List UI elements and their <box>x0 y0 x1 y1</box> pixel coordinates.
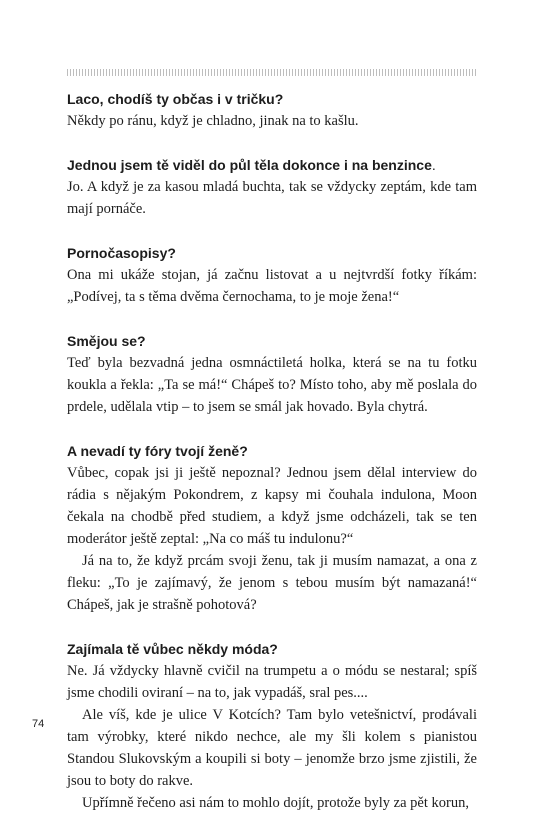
question: A nevadí ty fóry tvojí ženě? <box>67 443 248 459</box>
question: Laco, chodíš ty občas i v tričku? <box>67 91 284 107</box>
qa-block <box>67 638 477 814</box>
answer-paragraph: Vůbec, copak jsi ji ještě nepoznal? Jednou jsem dělal interview do rádia s nějakým Pokondrem, z kapsy mi čouhala indulona, Moon čekala na chodbě před studiem, a když jsme odcházeli, tak se ten moderátor ještě zeptal: „Na co máš tu indulonu?“ <box>67 465 477 547</box>
answer-paragraph: Upřímně řečeno asi nám to mohlo dojít, protože byly za pět korun, <box>82 795 469 811</box>
question: Pornočasopisy? <box>67 245 176 261</box>
answer-paragraph: Někdy po ránu, když je chladno, jinak na to kašlu. <box>67 113 359 129</box>
answer-paragraph: Ona mi ukáže stojan, já začnu listovat a u nejtvrdší fotky říkám: „Podívej, ta s těma dvěma černochama, to je moje žena!“ <box>67 267 477 305</box>
answer-paragraph: Ale víš, kde je ulice V Kotcích? Tam bylo vetešnictví, prodávali tam výrobky, které nikdo nechce, ale my šli kolem s pianistou Standou Slukovským a koupili si boty – jenomže brzo jsme zjistili, že jsou to boty do rakve. <box>67 707 477 789</box>
page-number: 74 <box>32 718 45 730</box>
question-period: . <box>431 157 436 173</box>
question: Zajímala tě vůbec někdy móda? <box>67 641 278 657</box>
qa-block <box>67 242 477 308</box>
qa-block <box>67 154 477 220</box>
qa-block <box>67 330 477 418</box>
question-text: Jednou jsem tě viděl do půl těla dokonce i na benzince <box>67 157 432 173</box>
answer-paragraph: Teď byla bezvadná jedna osmnáctiletá holka, která se na tu fotku koukla a řekla: „Ta se má!“ Chápeš to? Místo toho, aby mě poslala do prdele, udělala vtip – to jsem se smál jak hovado. Byla chytrá. <box>67 355 477 415</box>
qa-block <box>67 440 477 616</box>
interview-text <box>67 88 477 836</box>
answer-paragraph: Ne. Já vždycky hlavně cvičil na trumpetu a o módu se nestaral; spíš jsme chodili oviraní – na to, jak vypadáš, sral pes.... <box>67 663 477 701</box>
dotted-rule <box>67 69 477 76</box>
question <box>67 154 477 176</box>
answer-paragraph: Jo. A když je za kasou mladá buchta, tak se vždycky zeptám, kde tam mají pornáče. <box>67 179 477 217</box>
qa-block <box>67 88 477 132</box>
question: Smějou se? <box>67 333 146 349</box>
answer-paragraph: Já na to, že když prcám svoji ženu, tak ji musím namazat, a ona z fleku: „To je zajímavý, že jenom s tebou musím být namazaná!“ Chápeš, jak je strašně pohotová? <box>67 553 477 613</box>
